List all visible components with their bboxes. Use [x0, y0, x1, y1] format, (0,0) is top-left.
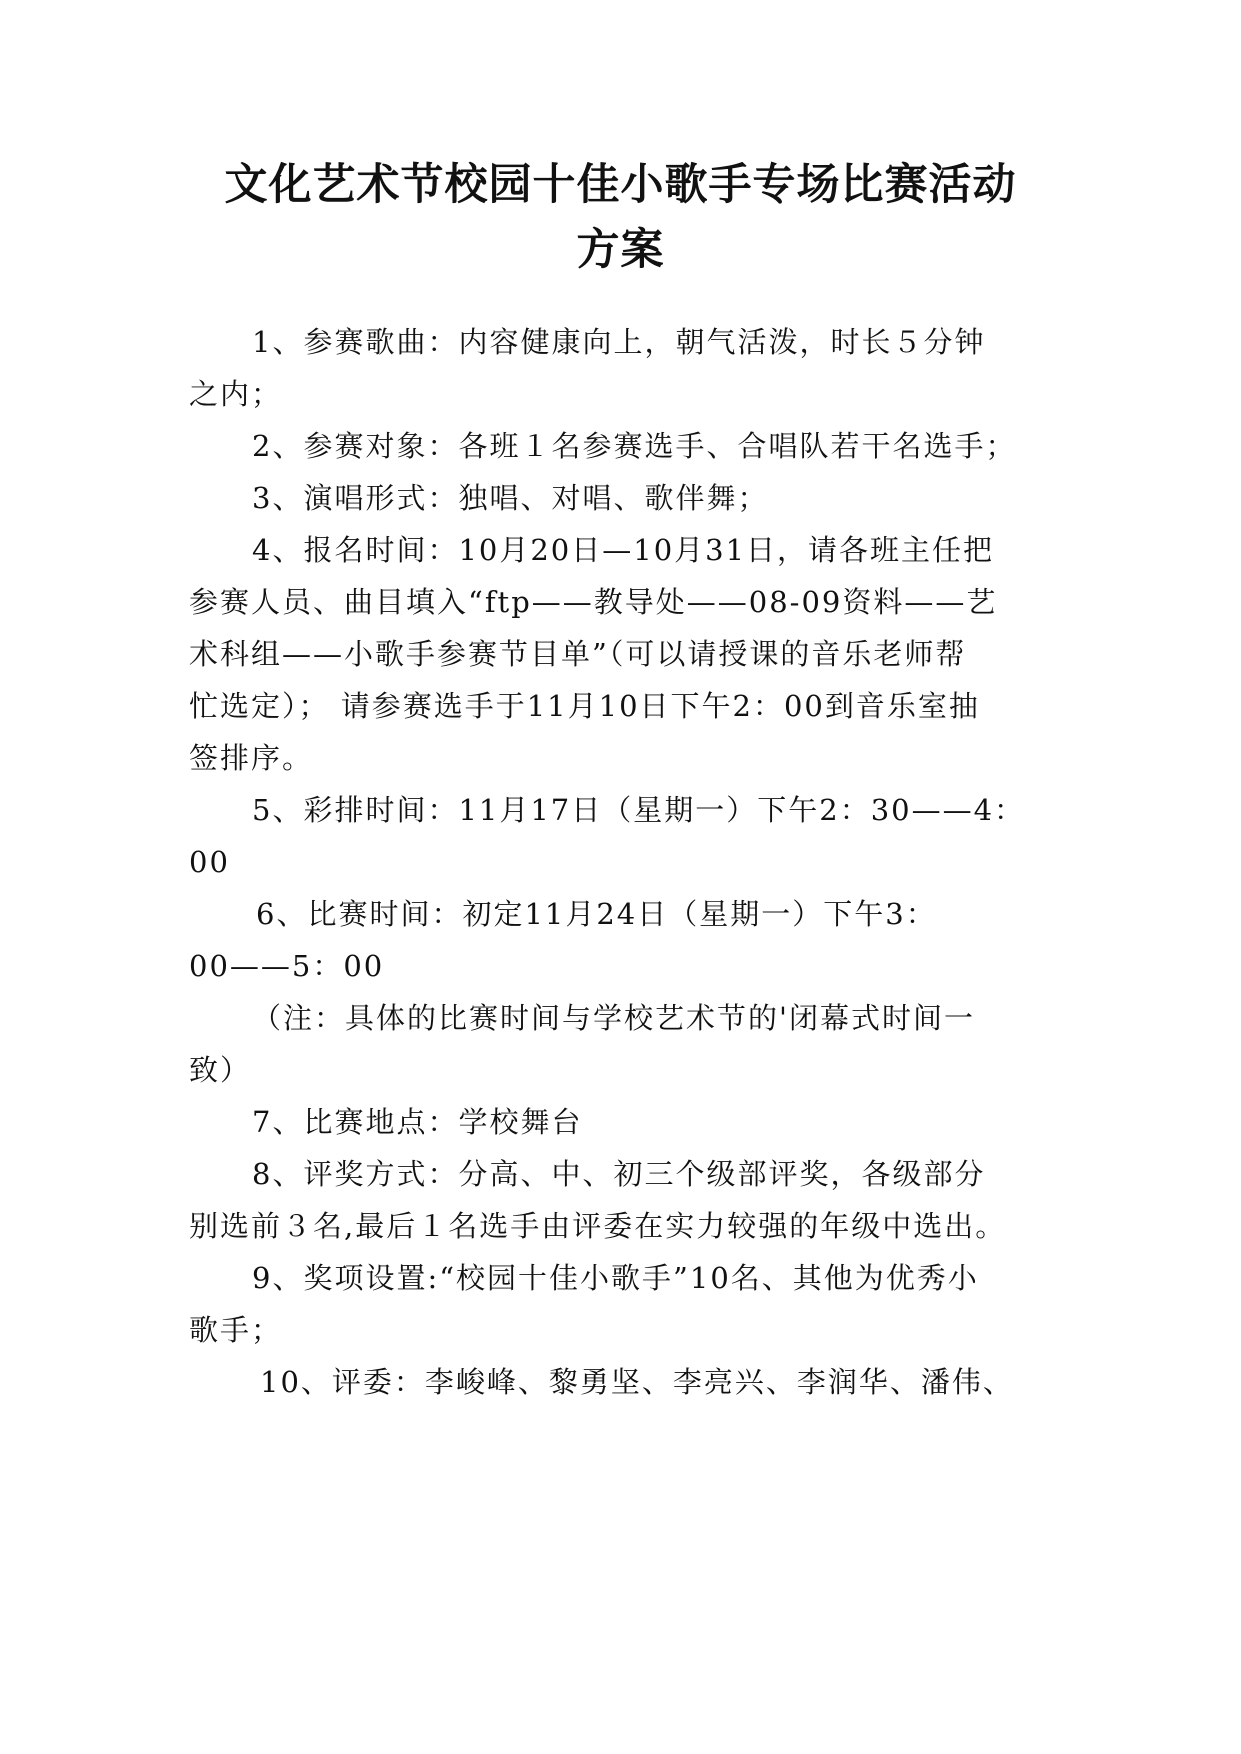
item-6-line-2: 00——5：00	[189, 949, 385, 983]
item-1-line-1: 1、参赛歌曲：内容健康向上，朝气活泼，时长５分钟	[252, 325, 986, 359]
note-line-1: （注：具体的比赛时间与学校艺术节的'闭幕式时间一	[252, 1001, 975, 1035]
item-8-line-1: 8、评奖方式：分高、中、初三个级部评奖，各级部分	[252, 1157, 986, 1191]
document-title-line-1: 文化艺术节校园十佳小歌手专场比赛活动	[224, 160, 1017, 210]
item-7: 7、比赛地点：学校舞台	[252, 1105, 583, 1139]
item-4-line-1: 4、报名时间：10月20日—10月31日，请各班主任把	[252, 533, 995, 567]
item-6-line-1: 6、比赛时间：初定11月24日（星期一）下午3：	[256, 897, 937, 931]
item-4-line-2: 参赛人员、曲目填入“ftp——教导处——08-09资料——艺	[189, 585, 998, 619]
item-4-line-3: 术科组——小歌手参赛节目单”（可以请授课的音乐老师帮	[189, 637, 967, 671]
document-title-line-2: 方案	[576, 225, 665, 275]
item-9-line-2: 歌手；	[189, 1313, 283, 1347]
item-5-line-1: 5、彩排时间：11月17日（星期一）下午2：30——4：	[252, 793, 1026, 827]
item-9-line-1: 9、奖项设置:“校园十佳小歌手”10名、其他为优秀小	[252, 1261, 979, 1295]
item-3: 3、演唱形式：独唱、对唱、歌伴舞；	[252, 481, 769, 515]
item-2: 2、参赛对象：各班１名参赛选手、合唱队若干名选手；	[252, 429, 1017, 463]
item-4-line-5: 签排序。	[189, 741, 314, 775]
item-5-line-2: 00	[189, 845, 230, 879]
item-4-line-4: 忙选定）； 请参赛选手于11月10日下午2：00到音乐室抽	[189, 689, 980, 723]
item-1-line-2: 之内；	[189, 377, 283, 411]
item-8-line-2: 别选前３名,最后１名选手由评委在实力较强的年级中选出。	[189, 1209, 1007, 1243]
note-line-2: 致）	[189, 1053, 252, 1087]
item-10-line-1: 10、评委：李峻峰、黎勇坚、李亮兴、李润华、潘伟、	[260, 1365, 1014, 1399]
